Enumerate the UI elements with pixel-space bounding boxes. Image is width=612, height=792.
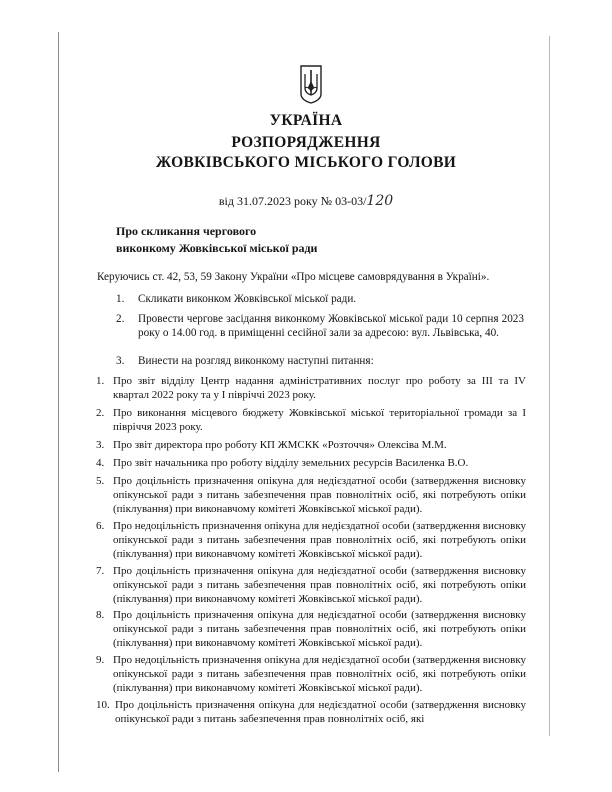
country-title: УКРАЇНА	[269, 112, 343, 129]
agenda-text: Про недоцільність призначення опікуна для недієздатної особи (затвердження висновку опікунської ради з питань забезпечення прав повнолітніх осіб, які потребують опіки (піклування) при виконавчому комітеті Жовківської міської ради).	[113, 520, 527, 560]
agenda-number: 4.	[96, 457, 105, 469]
agenda-number: 8.	[96, 609, 105, 621]
agenda-item	[96, 406, 526, 434]
preamble: Керуючись ст. 42, 53, 59 Закону України «Про місцеве самоврядування в Україні».	[97, 271, 490, 283]
agenda-item	[96, 438, 526, 452]
agenda-number: 3.	[96, 439, 105, 451]
order-text: Провести чергове засідання виконкому Жовківської міської ради 10 серпня 2023 року о 14.00 год. в приміщенні сесійної зали за адресою: вул. Львівська, 40.	[138, 313, 524, 339]
order-number: 2.	[116, 313, 125, 325]
agenda-item	[96, 374, 526, 402]
decree-date-line	[0, 193, 612, 209]
agenda-text: Про доцільність призначення опікуна для недієздатної особи (затвердження висновку опікунської ради з питань забезпечення прав повнолітніх осіб, які потребують опіки (піклування) при виконавчому комітеті Жовківської міської ради).	[113, 609, 526, 649]
decree-date: від 31.07.2023 року № 03-03/	[218, 194, 367, 208]
decree-number-handwritten: 120	[366, 193, 394, 209]
order-item	[116, 312, 524, 340]
agenda-number: 7.	[96, 565, 105, 577]
agenda-number: 1.	[96, 375, 105, 387]
agenda-text: Про виконання місцевого бюджету Жовківської міської територіальної громади за І півріччя 2023 року.	[113, 407, 526, 433]
order-number: 3.	[116, 355, 125, 367]
agenda-number: 2.	[96, 407, 105, 419]
agenda-text: Про доцільність призначення опікуна для недієздатної особи (затвердження висновку опікунської ради з питань забезпечення прав повнолітніх осіб, які	[115, 699, 526, 725]
agenda-text: Про звіт відділу Центр надання адміністративних послуг про роботу за III та IV квартал 2022 року та у І півріччі 2023 року.	[113, 375, 526, 401]
order-text: Скликати виконком Жовківської міської ради.	[138, 293, 357, 305]
agenda-item	[96, 608, 526, 650]
agenda-item	[96, 698, 526, 726]
ukraine-trident-icon	[298, 64, 324, 104]
agenda-number: 5.	[96, 475, 105, 487]
agenda-item	[96, 564, 526, 606]
document-type-title: РОЗПОРЯДЖЕННЯ	[231, 134, 381, 151]
agenda-text: Про доцільність призначення опікуна для недієздатної особи (затвердження висновку опікунської ради з питань забезпечення прав повнолітніх осіб, які потребують опіки (піклування) при виконавчому комітеті Жовківської міської ради).	[113, 565, 526, 605]
agenda-item	[96, 456, 526, 470]
order-item	[116, 292, 524, 306]
agenda-text: Про доцільність призначення опікуна для недієздатної особи (затвердження висновку опікунської ради з питань забезпечення прав повнолітніх осіб, які потребують опіки (піклування) при виконавчому комітеті Жовківської міської ради).	[113, 475, 526, 515]
issuer-title: ЖОВКІВСЬКОГО МІСЬКОГО ГОЛОВИ	[155, 154, 457, 171]
agenda-number: 6.	[96, 520, 105, 532]
order-text: Винести на розгляд виконкому наступні питання:	[138, 355, 374, 367]
subject-line-1: Про скликання чергового	[116, 224, 257, 238]
decree-subject	[116, 223, 317, 257]
agenda-number: 9.	[96, 654, 105, 666]
agenda-text: Про недоцільність призначення опікуна для недієздатної особи (затвердження висновку опікунської ради з питань забезпечення прав повнолітніх осіб, які потребують опіки (піклування) при виконавчому комітеті Жовківської міської ради).	[113, 654, 527, 694]
agenda-text: Про звіт начальника про роботу відділу земельних ресурсів Василенка В.О.	[113, 457, 469, 469]
agenda-number: 10.	[96, 699, 110, 711]
agenda-item	[96, 474, 526, 516]
agenda-text: Про звіт директора про роботу КП ЖМСКК «Розточчя» Олексіва М.М.	[113, 439, 447, 451]
order-item	[116, 354, 524, 368]
agenda-item	[96, 519, 526, 561]
subject-line-2: виконкому Жовківської міської ради	[116, 241, 318, 255]
order-number: 1.	[116, 293, 125, 305]
agenda-item	[96, 653, 526, 695]
